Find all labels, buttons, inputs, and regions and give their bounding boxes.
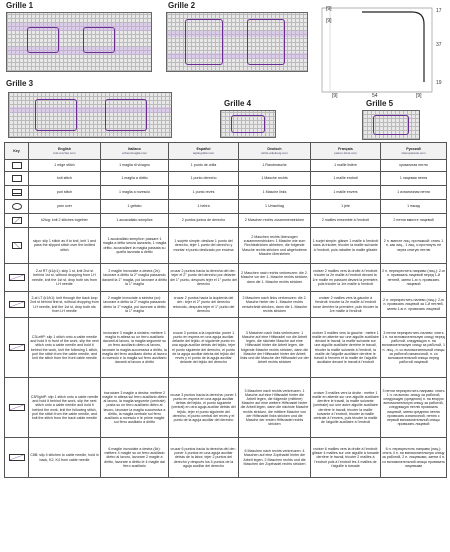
table-row (5, 160, 447, 172)
table-row (5, 264, 447, 292)
table-cell: 1 лицевая петля (381, 172, 447, 186)
header-espanol: Español tejidografia.com (169, 143, 239, 160)
grille-3-grid (8, 92, 172, 138)
table-cell: cruzar 6 puntos hacia la derecha del der.: poner 4 puntos en una aguja auxiliar detrás de la labor, tejer 2 puntos del derecho y después los 4 puntos de la aguja auxiliar del derecho (169, 438, 239, 478)
table-row (5, 438, 447, 478)
table-row (5, 228, 447, 264)
table-cell: 1 jeté (311, 200, 381, 214)
table-cell: 1 punto derecho (169, 172, 239, 186)
table-header-row (5, 143, 447, 160)
symbol-c2l-icon (5, 292, 29, 318)
header-english: English knit-crochet.com (29, 143, 101, 160)
schematic-label: [9] (326, 18, 332, 24)
table-cell: 2 Maschen rechts zusammenstricken (239, 214, 311, 228)
grille-1-title: Grille 1 (6, 1, 34, 10)
table-cell: 6 п. перекрестить направо (лиц.): снять 4 п. на вспомогательную спицу за работой, 2 п. лицевыми, затем 4 п. со вспомогательной спицы провязать лицевыми (381, 438, 447, 478)
symbol-k2tog-icon (5, 214, 29, 228)
table-cell: 1 maglia di vivagno (101, 160, 169, 172)
table-cell: C3RightP: slip 1 stitch onto a cable needle and hold it behind the work, slip the next stitch onto a cable needle and hold it behind the work, knit the following stitch, purl the stitch from the cable needle, and knit the stitch from the back cable needle (29, 378, 101, 438)
table-cell: 1 punto revés (169, 186, 239, 200)
symbol-yo-icon (5, 200, 29, 214)
table-cell: 6 maglie incrociate a destra (6x): mettere 4 maglie su un ferro ausiliario dietro al lavoro, lavorare 2 maglie a diritto, lavorare a diritto le 4 maglie dal ferro ausiliario (101, 438, 169, 478)
garment-schematic (312, 2, 446, 102)
symbol-c2r-icon (5, 264, 29, 292)
table-cell: 1 maille lisière (311, 160, 381, 172)
table-cell: k2tog: knit 2 stitches together (29, 214, 101, 228)
table-cell: 1 изнаночная петля (381, 186, 447, 200)
table-cell: 1 surjet simple: glisser 1 maille à l'endroit sans la tricoter, tricoter la maille suivante à l'endroit, puis rabattre la maille glissée (311, 228, 381, 264)
header-russian: Русский shemyazanie.com (381, 143, 447, 160)
table-cell: knit stitch (29, 172, 101, 186)
schematic-label: 54 (372, 93, 378, 99)
grille-4-grid (220, 110, 276, 138)
table-row (5, 214, 447, 228)
grille-2-grid (166, 12, 308, 72)
table-cell: C6B: slip 4 stitches to cable needle, hold in back, K2, K4 from cable needle (29, 438, 101, 478)
table-cell: incrociare 3 maglie a sinistra: mettere 1 maglia in attesa su un ferro ausiliario davanti al lavoro, la maglia seguente su un ferro ausiliario dietro al lavoro, lavorare la maglia successiva a diritto, la maglia del ferro ausiliario dietro al lavoro a rovescio e la maglia sul ferro ausiliario davanti al lavoro a diritto (101, 318, 169, 378)
grille-1-chart (4, 2, 154, 74)
table-cell: incrociare 3 maglie a destra: mettere 2 maglie in attesa sul ferro ausiliario dietro al lavoro, la maglia seguente (centrale) posta su un ferro ausiliario dietro al lavoro, lavorare la maglia successiva a diritto, la maglia centrale sul ferro ausiliario a rovescio e le prime maglie sul ferro ausiliario a diritto (101, 378, 169, 438)
schematic-label: [9] (416, 93, 422, 99)
symbol-skp-icon (5, 228, 29, 264)
table-cell: 1 Umschlag (239, 200, 311, 214)
table-cell: 3 петли перекрестить налево: снять 1 п. на вспомогательную спицу перед работой, следующую п. на вспомогательную спицу за работой, 1 п. лиц., п. со вспомогательной спицы за работой изнаночной, п. со вспомогательной спицы перед работой лицевой (381, 318, 447, 378)
table-cell: 2 maglie incrociate a destra (2x): lavorare a diritto la 2° maglia passando davanti la 1° maglia, poi lavorare a diritto la 1° maglia (101, 264, 169, 292)
table-cell: 1 maglia a diritto (101, 172, 169, 186)
table-cell: 1 накид (381, 200, 447, 214)
table-cell: 3 Maschen nach links verkreuzen: 1 Masche auf eine Hilfsnadel vor die Arbeit legen, die nächste Masche auf eine Hilfsnadel hinter die Arbeit legen, die folgende Masche rechts stricken, dann die Masche der Hilfsnadel hinter der Arbeit links und die Masche der Hilfsnadel vor der Arbeit rechts stricken (239, 318, 311, 378)
symbol-knit-icon (5, 172, 29, 186)
table-cell: cruzar 2 puntos hacia la izquierda del der.: tejer el 2° punto del derecho retorcido, después tejer el 1° punto del derecho (169, 292, 239, 318)
table-cell: 1 maille envers (311, 186, 381, 200)
table-cell: 1 accavallato semplice: passare 1 maglia a dritto senza lavorarla, 1 maglia dritto, accavallare la maglia passata su quella lavorata a diritto (101, 228, 169, 264)
table-cell: 2 maglie incrociate a sinistra (sx): lavorare a diritto la 2° maglia passando dietro la 1° maglia, poi lavorare a diritto la 1° maglia (101, 292, 169, 318)
grille-5-grid (362, 110, 420, 140)
table-row (5, 292, 447, 318)
grille-1-grid (6, 12, 152, 72)
grille-4-chart (218, 100, 278, 140)
table-cell: 1 maglia a rovescio (101, 186, 169, 200)
schematic-label: 17 (436, 8, 442, 14)
table-cell: 2 п. перекрестить направо (лиц.): 2-ю п. провязать лицевой перед 1-й петлей, затем 1-ю п. провязать лицевой (381, 264, 447, 292)
table-cell: 1 hebra (169, 200, 239, 214)
table-cell: 2 п. вместе лиц. протяжкой: снять 1 п. как лиц., 1 лиц. и протянуть ее через снятую петлю (381, 228, 447, 264)
table-cell: 2-st LT (k1/k1): knit through the back loop 2nd st behind first st, without dropping from LH needle, knit the 1st st, drop both sts from LH needle (29, 292, 101, 318)
table-row (5, 318, 447, 378)
symbol-edge-icon (5, 160, 29, 172)
table-cell: 1 edge stitch (29, 160, 101, 172)
header-deutsch: Deutsch strick-anleitung.com (239, 143, 311, 160)
table-cell: 1 Randmasche (239, 160, 311, 172)
table-cell: 3 Maschen nach rechts verkreuzen: 1 Masche auf eine Hilfsnadel hinter die Arbeit legen, die folgende (mittlere) Masche auf eine weitere Hilfsnadel hinter die Arbeit legen, dann die nächste Masche rechts stricken, die mittlere Masche von der Hilfsnadel links stricken und die Masche der ersten Hilfsnadel rechts stricken (239, 378, 311, 438)
schematic-label: 19 (436, 80, 442, 86)
table-cell: 6 Maschen nach rechts verkreuzen: 4 Maschen auf eine Zopfnadel hinter die Arbeit legen, 2 Maschen rechts und die Maschen der Zopfnadel rechts stricken (239, 438, 311, 478)
table-row (5, 186, 447, 200)
table-cell: croiser 3 mailles vers la gauche : mettre 1 maille en attente sur une aiguille auxiliaire devant le travail, la maille suivante sur une aiguille auxiliaire derrière le travail, tricoter la maille suivante à l'endroit, la maille de l'aiguille auxiliaire derrière le travail à l'envers et la maille de l'aiguille auxiliaire devant le travail à l'endroit (311, 318, 381, 378)
table-cell: cruzar 3 puntos a la izquierda: poner 1 punto en espera en una aguja auxiliar delante del tejido, el siguiente punto en una aguja auxiliar detrás del tejido, tejer el punto siguiente del derecho, el punto de la aguja auxiliar detrás del tejido del revés y el punto de la aguja auxiliar delante del tejido del derecho (169, 318, 239, 378)
table-cell: skpo: slip 1 stitch as if to knit, knit 1 and pass the slipped stitch over the knitted stitch (29, 228, 101, 264)
table-cell: 2-st RT (k1/p1): skip 1 st, knit 2nd st behind 1st st, without dropping from LH needle, knit the 1st st, drop both sts from LH needle (29, 264, 101, 292)
table-cell: croiser 2 mailles vers la gauche à l'endroit: tricoter la 2e maille à l'endroit torse derrière la première, puis tricoter la 1re maille à l'endroit (311, 292, 381, 318)
table-cell: 2 петли вместе лицевой (381, 214, 447, 228)
table-cell: 2 Maschen nach links verkreuzen: die 2. Masche hinter der 1. Masche rechts verschränkt stricken, dann die 1. Masche rechts stricken (239, 292, 311, 318)
grille-3-title: Grille 3 (6, 79, 34, 88)
table-cell: croiser 6 mailles vers la droite à l'endroit: glisser 4 mailles sur une aiguille à torsade derrière le travail, tricoter 2 mailles à l'endroit puis à l'endroit les 4 mailles de l'aiguille à torsade (311, 438, 381, 478)
symbol-c3r-icon (5, 378, 29, 438)
table-row (5, 172, 447, 186)
table-cell: 1 Masche links (239, 186, 311, 200)
table-cell: cruzar 3 puntos hacia la derecha: poner 1 punto en espera en una aguja auxiliar detrás del tejido, el punto siguiente (central) en otra aguja auxiliar detrás del tejido, tejer el punto siguiente del derecho, el punto central del revés y el punto de la aguja auxiliar del derecho (169, 378, 239, 438)
grille-5-title: Grille 5 (366, 99, 394, 108)
table-cell: yarn over (29, 200, 101, 214)
schematic-label: 37 (436, 42, 442, 48)
table-cell: 2 Maschen rechts überzogen zusammenstricken: 1 Masche wie zum Rechtsstricken abheben, die folgende Masche rechts stricken und abgehobene Masche überziehen (239, 228, 311, 264)
table-cell: 1 maille endroit (311, 172, 381, 186)
table-cell: кромочная петля (381, 160, 447, 172)
table-cell: cruzar 2 puntos hacia la derecha del der.: tejer el 2° punto del derecho por delante del 1° punto, después tejer el 1° punto del derecho (169, 264, 239, 292)
header-key: Key (5, 143, 29, 160)
table-cell: purl stitch (29, 186, 101, 200)
table-cell: 1 Masche rechts (239, 172, 311, 186)
grille-2-chart (160, 2, 310, 74)
table-cell: 1 accavallato semplice (101, 214, 169, 228)
schematic-outline (312, 2, 446, 102)
table-cell: 2 п. перекрестить налево (лиц.): 2-ю п. провязать лицевой за 1-й петлей, затем 1-ю п. провязать лицевой (381, 292, 447, 318)
schematic-label: [9] (326, 6, 332, 12)
grille-2-title: Grille 2 (168, 1, 196, 10)
table-cell: 2 puntos juntos de derecho (169, 214, 239, 228)
table-cell: 3 петли перекрестить направо: снять 1 п. на вспом. спицу за работой, следующую (среднюю) п. на вторую вспомогательную спицу за работой, следующую петлю провязать лицевой, затем среднюю петлю провязать изнаночной, петлю с первой вспомогательной спицы провязать лицевой (381, 378, 447, 438)
table-cell: 1 punto de orilla (169, 160, 239, 172)
symbol-c6b-icon (5, 438, 29, 478)
table-cell: 1 gettato (101, 200, 169, 214)
stitch-key-table (4, 142, 447, 478)
symbol-purl-icon (5, 186, 29, 200)
grille-4-title: Grille 4 (224, 99, 252, 108)
symbol-c3l-icon (5, 318, 29, 378)
grille-3-chart (4, 80, 174, 138)
schematic-label: [9] (332, 93, 338, 99)
table-cell: 2 mailles ensemble à l'endroit (311, 214, 381, 228)
table-cell: 2 Maschen nach rechts verkreuzen: die 2. Masche vor der 1. Masche rechts stricken, dann die 1. Masche rechts stricken (239, 264, 311, 292)
table-cell: 1 surjete simple: deslizar 1 punto del derecho, tejer 1 punto del derecho y montar el punto deslizado por encima (169, 228, 239, 264)
table-cell: C3LeftP: slip 1 stitch onto a cable needle and hold it in front of the work, slip the next stitch onto a cable needle and hold it behind the work, knit the following 1 stitch, purl the stitch from the cable needle, and knit the stitch from the front cable needle (29, 318, 101, 378)
table-cell: croiser 3 mailles vers la droite : mettre 1 maille en attente sur une aiguille auxiliaire derrière le travail, la maille suivante (centrale) sur une autre aiguille auxiliaire derrière le travail, tricoter la maille suivante à l'endroit, tricoter la maille centrale à l'envers, puis tricoter la maille de l'aiguille auxiliaire à l'endroit (311, 378, 381, 438)
table-row (5, 378, 447, 438)
table-cell: croiser 2 mailles vers la droite à l'endroit: tricoter la 2e maille à l'endroit devant la 1re maille en passant devant la première, puis tricoter la 1re maille à l'endroit (311, 264, 381, 292)
grille-5-chart (360, 100, 422, 140)
table-row (5, 200, 447, 214)
header-italiano: Italiano schemimaglia.com (101, 143, 169, 160)
header-francais: Français patron-tricot.com (311, 143, 381, 160)
